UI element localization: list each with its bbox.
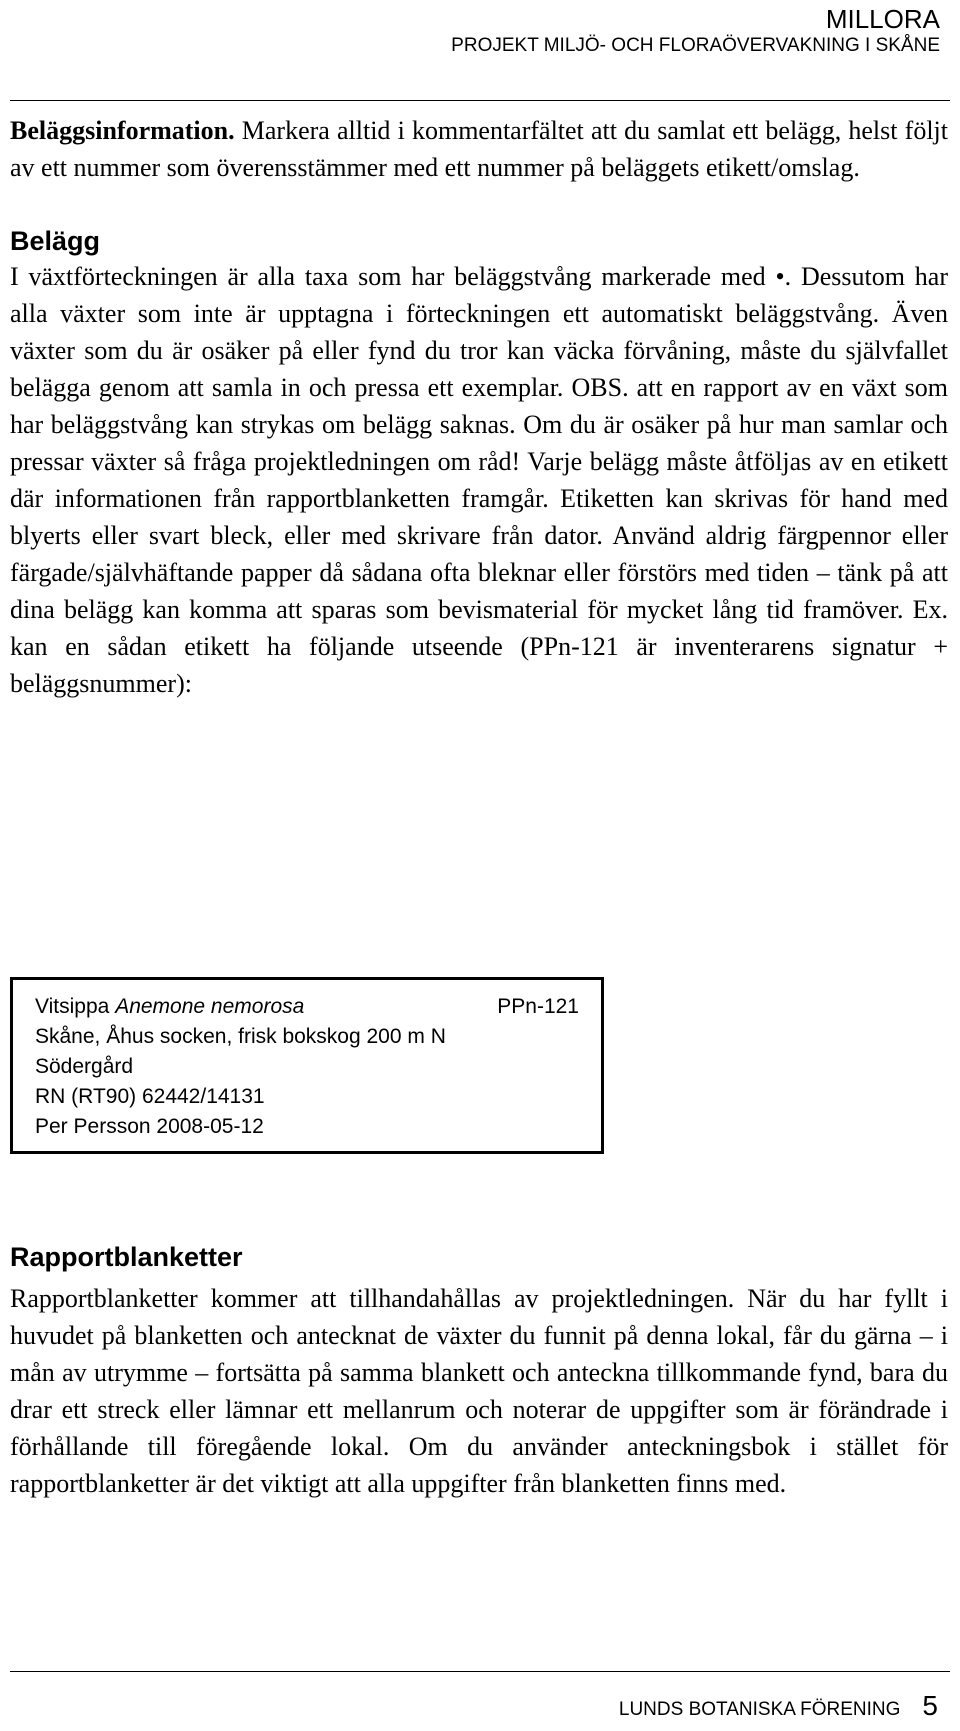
label-species: [35, 992, 304, 1022]
intro-paragraph: [10, 112, 948, 186]
label-place: Södergård: [35, 1055, 134, 1078]
footer-organization: LUNDS BOTANISKA FÖRENING: [618, 1699, 901, 1720]
page-footer: [619, 1690, 938, 1722]
intro-text: Markera alltid i kommentarfältet att du samlat ett belägg, helst följt av ett nummer som överensstämmer med ett nummer på beläggets etikett/omslag.: [10, 116, 948, 182]
rapport-paragraph: Rapportblanketter kommer att tillhandahållas av projektledningen. När du har fyllt i huvudet på blanketten och antecknat de växter du funnit på denna lokal, får du gärna – i mån av utrymme – fortsätta på samma blankett och anteckna tillkommande fynd, bara du drar ett streck eller lämnar ett mellanrum och noterar de uppgifter som är förändrade i förhållande till föregående lokal. Om du använder anteckningsbok i stället för rapportblanketter är det viktigt att alla uppgifter från blanketten finns med.: [10, 1284, 948, 1498]
intro-lead: Beläggsinformation.: [10, 116, 235, 145]
footer-divider: [10, 1671, 950, 1672]
page-number: 5: [922, 1690, 938, 1721]
rapport-section: [10, 1240, 948, 1502]
label-collector-date: Per Persson 2008-05-12: [35, 1115, 264, 1138]
belagg-heading: Belägg: [10, 226, 101, 256]
label-example-box: [10, 977, 604, 1154]
label-common-name: Vitsippa: [35, 995, 110, 1018]
label-first-row: [35, 992, 579, 1022]
header-title: MILLORA: [825, 4, 940, 34]
label-locality: Skåne, Åhus socken, frisk bokskog 200 m N: [35, 1025, 446, 1048]
page-header: [451, 4, 940, 58]
belagg-paragraph: I växtförteckningen är alla taxa som har beläggstvång markerade med •. Dessutom har alla växter som inte är upptagna i förteckningen ett automatiskt beläggstvång. Även växter som du är osäker på eller fynd du tror kan väcka förvåning, måste du självfallet belägga genom att samla in och pressa ett exemplar. OBS. att en rapport av en växt som har beläggstvång kan strykas om belägg saknas. Om du är osäker på hur man samlar och pressar växter så fråga projektledningen om råd! Varje belägg måste åtföljas av en etikett där informationen från rapportblanketten framgår. Etiketten kan skrivas för hand med blyerts eller svart bleck, eller med skrivare från dator. Använd aldrig färgpennor eller färgade/självhäftande papper då sådana ofta bleknar eller förstörs med tiden – tänk på att dina belägg kan komma att sparas som bevismaterial för mycket lång tid framöver. Ex. kan en sådan etikett ha följande utseende (PPn-121 är inventerarens signatur + beläggsnummer):: [10, 262, 948, 698]
header-divider: [10, 100, 950, 101]
label-coordinates: RN (RT90) 62442/14131: [35, 1085, 265, 1108]
main-content: [10, 112, 948, 702]
rapport-heading: Rapportblanketter: [10, 1242, 243, 1272]
label-code: PPn-121: [497, 995, 579, 1018]
header-subtitle: PROJEKT MILJÖ- OCH FLORAÖVERVAKNING I SKÅNE: [451, 35, 940, 56]
label-latin-name: Anemone nemorosa: [115, 995, 305, 1018]
